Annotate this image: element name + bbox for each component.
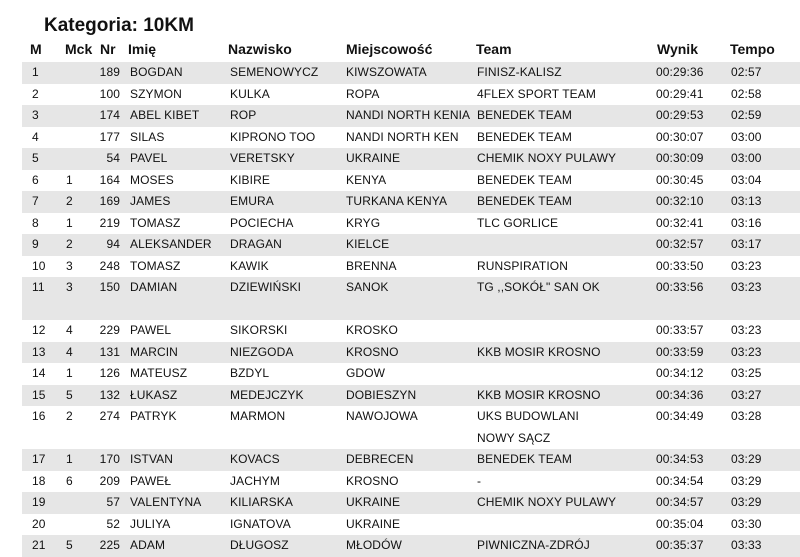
cell-nazwisko: JACHYM [230,473,280,488]
cell-mck: 1 [66,172,73,187]
cell-imie: JAMES [130,194,171,208]
cell-team: CHEMIK NOXY PULAWY [477,151,617,165]
cell-m: 8 [32,215,39,230]
cell-miejscowosc: KENYA [346,172,387,187]
cell-team: PIWNICZNA-ZDRÓJ [477,538,590,552]
cell-nazwisko: EMURA [230,194,274,208]
cell-tempo: 03:13 [731,194,762,208]
cell-nr: 225 [99,538,120,552]
cell-mck: 3 [66,258,73,273]
cell-m: 3 [32,108,39,122]
cell-m: 16 [32,409,46,423]
cell-mck: 5 [66,387,73,402]
cell-miejscowosc: ROPA [346,86,380,101]
cell-miejscowosc: KROSKO [346,323,398,337]
cell-imie: ABEL KIBET [130,108,200,122]
cell-miejscowosc: UKRAINE [346,495,401,509]
table-row [22,277,800,320]
cell-miejscowosc: SANOK [346,280,389,294]
cell-nazwisko: KILIARSKA [230,495,293,509]
table-row [22,213,800,235]
header-miejscowosc: Miejscowość [346,41,433,57]
cell-miejscowosc: MŁODÓW [346,538,402,552]
cell-imie: PATRYK [130,409,177,423]
cell-tempo: 03:27 [731,387,762,402]
cell-m: 2 [32,86,39,101]
cell-nazwisko: KIBIRE [230,172,270,187]
table-row [22,363,800,385]
cell-nazwisko: SIKORSKI [230,323,288,337]
cell-nazwisko: POCIECHA [230,215,294,230]
cell-nr: 150 [99,280,120,294]
cell-nazwisko: KAWIK [230,258,269,273]
cell-tempo: 03:30 [731,516,762,531]
cell-tempo: 03:04 [731,172,762,187]
cell-miejscowosc: KIWSZOWATA [346,65,427,79]
cell-imie: SILAS [130,129,165,144]
cell-wynik: 00:34:12 [656,366,704,380]
cell-nazwisko: DZIEWIŃSKI [230,280,302,294]
cell-wynik: 00:30:07 [656,129,704,144]
cell-mck: 6 [66,473,73,488]
cell-tempo: 03:00 [731,129,762,144]
cell-wynik: 00:34:54 [656,473,704,488]
page-title: Kategoria: 10KM [44,15,194,36]
cell-team: TG ,,SOKÓŁ" SAN OK [477,280,600,294]
cell-mck: 4 [66,344,73,359]
table-row [22,105,800,127]
cell-nr: 229 [99,323,120,337]
cell-tempo: 03:29 [731,495,762,509]
cell-imie: PAWEL [130,323,172,337]
cell-nazwisko: BZDYL [230,366,270,380]
cell-imie: ISTVAN [130,452,174,466]
cell-miejscowosc: NANDI NORTH KENIA [346,108,471,122]
cell-imie: PAVEL [130,151,168,165]
header-nr: Nr [100,41,116,57]
cell-miejscowosc: KROSNO [346,344,399,359]
cell-team: BENEDEK TEAM [477,129,573,144]
cell-m: 14 [32,366,46,380]
cell-tempo: 03:23 [731,280,762,294]
cell-imie: PAWEŁ [130,473,172,488]
cell-wynik: 00:34:53 [656,452,704,466]
table-header [0,41,800,61]
cell-nr: 100 [99,86,120,101]
cell-m: 5 [32,151,39,165]
cell-wynik: 00:29:53 [656,108,704,122]
cell-wynik: 00:34:36 [656,387,704,402]
cell-nr: 174 [99,108,120,122]
header-team: Team [476,41,512,57]
cell-wynik: 00:32:41 [656,215,704,230]
cell-nr: 131 [99,344,120,359]
table-row [22,492,800,514]
table-row [22,342,800,364]
cell-m: 21 [32,538,46,552]
cell-nr: 52 [106,516,120,531]
header-mck: Mck [65,41,93,57]
cell-nr: 54 [106,151,120,165]
cell-miejscowosc: NANDI NORTH KEN [346,129,459,144]
cell-team: - [477,473,482,488]
cell-tempo: 03:23 [731,258,762,273]
cell-m: 6 [32,172,39,187]
cell-team: 4FLEX SPORT TEAM [477,86,596,101]
cell-m: 19 [32,495,46,509]
cell-miejscowosc: KRYG [346,215,381,230]
table-row [22,471,800,493]
table-row [22,62,800,84]
cell-miejscowosc: KROSNO [346,473,399,488]
cell-imie: ADAM [130,538,166,552]
table-row [22,234,800,256]
table-row [22,256,800,278]
cell-wynik: 00:32:57 [656,237,704,251]
cell-nazwisko: SEMENOWYCZ [230,65,319,79]
cell-miejscowosc: DEBRECEN [346,452,414,466]
cell-nazwisko: MARMON [230,409,286,423]
cell-m: 1 [32,65,39,79]
cell-tempo: 02:58 [731,86,762,101]
cell-nr: 94 [106,237,120,251]
cell-nr: 219 [99,215,120,230]
cell-imie: BOGDAN [130,65,183,79]
cell-wynik: 00:30:45 [656,172,704,187]
cell-imie: JULIYA [130,516,171,531]
cell-mck: 5 [66,538,73,552]
cell-nazwisko: NIEZGODA [230,344,294,359]
cell-tempo: 03:29 [731,473,762,488]
cell-m: 13 [32,344,46,359]
cell-nr: 248 [99,258,120,273]
cell-nr: 126 [99,366,120,380]
cell-wynik: 00:30:09 [656,151,704,165]
cell-team: BENEDEK TEAM [477,108,573,122]
cell-nr: 274 [99,409,120,423]
cell-m: 7 [32,194,39,208]
table-row [22,84,800,106]
table-row [22,449,800,471]
table-row [22,406,800,449]
header-m: M [30,41,42,57]
cell-imie: MATEUSZ [130,366,188,380]
cell-nr: 169 [99,194,120,208]
cell-wynik: 00:35:04 [656,516,704,531]
table-row [22,191,800,213]
cell-m: 4 [32,129,39,144]
cell-m: 10 [32,258,46,273]
cell-imie: DAMIAN [130,280,178,294]
cell-m: 12 [32,323,46,337]
cell-miejscowosc: UKRAINE [346,151,401,165]
cell-nr: 177 [99,129,120,144]
cell-tempo: 03:23 [731,344,762,359]
table-row [22,514,800,536]
cell-miejscowosc: TURKANA KENYA [346,194,448,208]
cell-tempo: 03:29 [731,452,762,466]
cell-m: 20 [32,516,46,531]
cell-wynik: 00:34:49 [656,409,704,423]
cell-miejscowosc: BRENNA [346,258,397,273]
cell-nazwisko: DŁUGOSZ [230,538,289,552]
cell-team: FINISZ-KALISZ [477,65,562,79]
cell-m: 15 [32,387,46,402]
cell-m: 18 [32,473,46,488]
cell-wynik: 00:33:57 [656,323,704,337]
table-row [22,148,800,170]
cell-nr: 164 [99,172,120,187]
cell-m: 11 [32,280,45,294]
cell-mck: 2 [66,409,73,423]
cell-nr: 189 [99,65,120,79]
cell-tempo: 03:00 [731,151,762,165]
cell-nr: 132 [99,387,120,402]
cell-miejscowosc: DOBIESZYN [346,387,417,402]
cell-wynik: 00:35:37 [656,538,704,552]
cell-nazwisko: KOVACS [230,452,280,466]
cell-team: KKB MOSIR KROSNO [477,387,601,402]
cell-mck: 3 [66,280,73,294]
cell-mck: 1 [66,215,73,230]
table-row [22,320,800,342]
table-row [22,127,800,149]
cell-wynik: 00:33:59 [656,344,704,359]
cell-imie: VALENTYNA [130,495,202,509]
cell-nazwisko: KIPRONO TOO [230,129,316,144]
cell-imie: ALEKSANDER [130,237,212,251]
cell-miejscowosc: KIELCE [346,237,390,251]
cell-wynik: 00:34:57 [656,495,704,509]
header-nazwisko: Nazwisko [228,41,292,57]
cell-m: 17 [32,452,46,466]
cell-m: 9 [32,237,39,251]
cell-mck: 1 [66,366,73,380]
cell-imie: TOMASZ [130,215,181,230]
cell-imie: SZYMON [130,86,182,101]
cell-wynik: 00:29:41 [656,86,704,101]
header-imie: Imię [128,41,157,57]
cell-nazwisko: ROP [230,108,257,122]
cell-wynik: 00:29:36 [656,65,704,79]
cell-nazwisko: IGNATOVA [230,516,291,531]
cell-team: BENEDEK TEAM [477,172,573,187]
header-wynik: Wynik [657,41,698,57]
cell-tempo: 03:16 [731,215,762,230]
cell-team: CHEMIK NOXY PULAWY [477,495,617,509]
cell-team: UKS BUDOWLANI NOWY SĄCZ [477,409,579,445]
cell-nr: 57 [106,495,120,509]
table-row [22,170,800,192]
cell-tempo: 03:28 [731,409,762,423]
cell-tempo: 03:25 [731,366,762,380]
cell-wynik: 00:33:50 [656,258,704,273]
cell-team: RUNSPIRATION [477,258,568,273]
table-row [22,385,800,407]
cell-nr: 170 [99,452,120,466]
cell-mck: 2 [66,237,73,251]
results-table [22,62,800,557]
cell-nazwisko: MEDEJCZYK [230,387,304,402]
cell-miejscowosc: GDOW [346,366,386,380]
cell-tempo: 03:33 [731,538,762,552]
cell-imie: TOMASZ [130,258,181,273]
cell-mck: 4 [66,323,73,337]
cell-imie: ŁUKASZ [130,387,178,402]
cell-nazwisko: DRAGAN [230,237,282,251]
cell-mck: 2 [66,194,73,208]
header-tempo: Tempo [730,41,775,57]
cell-imie: MOSES [130,172,174,187]
cell-team: TLC GORLICE [477,215,559,230]
cell-tempo: 03:23 [731,323,762,337]
cell-tempo: 02:59 [731,108,762,122]
cell-imie: MARCIN [130,344,178,359]
cell-team: BENEDEK TEAM [477,452,573,466]
cell-nr: 209 [99,473,120,488]
cell-miejscowosc: NAWOJOWA [346,409,418,423]
table-row [22,535,800,557]
cell-team: BENEDEK TEAM [477,194,573,208]
cell-tempo: 02:57 [731,65,762,79]
cell-mck: 1 [66,452,73,466]
cell-nazwisko: KULKA [230,86,270,101]
cell-tempo: 03:17 [731,237,762,251]
cell-nazwisko: VERETSKY [230,151,295,165]
cell-wynik: 00:32:10 [656,194,704,208]
cell-wynik: 00:33:56 [656,280,704,294]
cell-miejscowosc: UKRAINE [346,516,401,531]
cell-team: KKB MOSIR KROSNO [477,344,601,359]
